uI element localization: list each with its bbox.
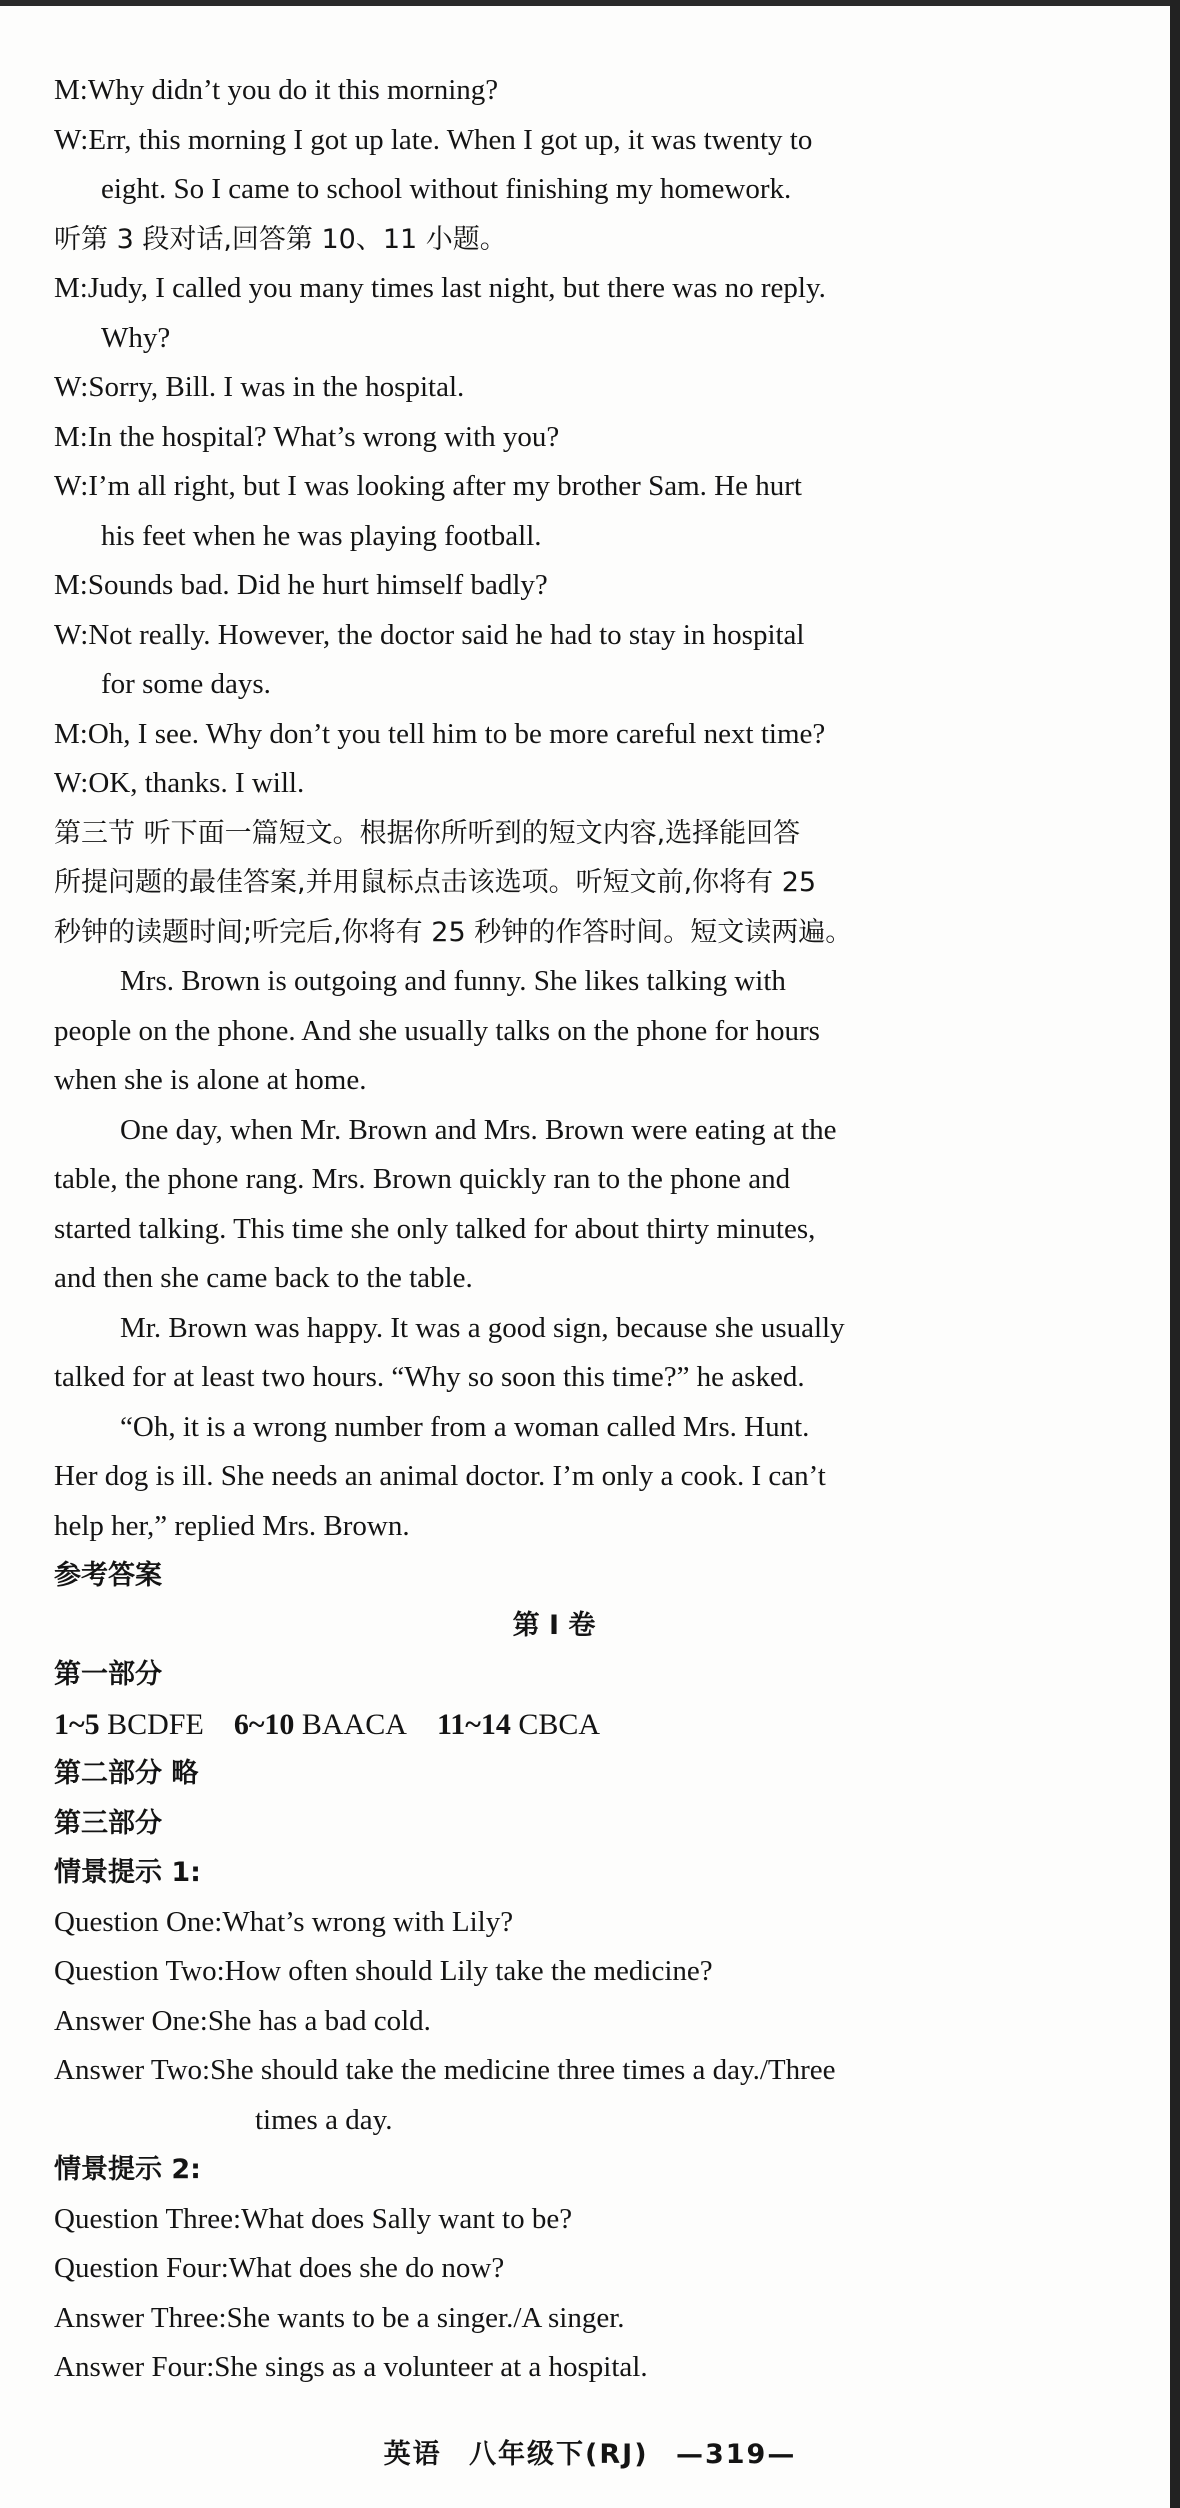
scenario-line: Question Two:How often should Lily take the medicine?: [54, 1955, 713, 1987]
top-border: [0, 0, 1180, 6]
page-content: [54, 66, 1054, 2393]
passage-line: people on the phone. And she usually talks on the phone for hours: [54, 1014, 820, 1047]
volume-title: 第 I 卷: [512, 1609, 596, 1641]
answer-values: CBCA: [518, 1707, 601, 1741]
part3-heading: 第三部分: [54, 1807, 162, 1839]
dialogue-line: M:Sounds bad. Did he hurt himself badly?: [54, 569, 548, 601]
dialogue-line: eight. So I came to school without finishing my homework.: [101, 173, 792, 205]
answer-range-label: 1~5: [54, 1707, 100, 1741]
answer-range-label: 6~10: [233, 1707, 295, 1741]
scenario-line: Answer Two:She should take the medicine three times a day./Three: [54, 2054, 836, 2086]
passage-line: and then she came back to the table.: [54, 1262, 473, 1294]
dialogue-line: for some days.: [101, 668, 271, 700]
section-instructions: 秒钟的读题时间;听完后,你将有 25 秒钟的作答时间。短文读两遍。: [54, 916, 853, 948]
dialogue-line: M:Oh, I see. Why don’t you tell him to be more careful next time?: [54, 717, 826, 750]
passage-line: table, the phone rang. Mrs. Brown quickly ran to the phone and: [54, 1163, 791, 1195]
scenario-line: times a day.: [255, 2103, 393, 2136]
dialogue-line: M:Why didn’t you do it this morning?: [54, 74, 499, 106]
dialogue-line: W:I’m all right, but I was looking after my brother Sam. He hurt: [54, 470, 802, 502]
scenario-line: Question One:What’s wrong with Lily?: [54, 1905, 514, 1938]
answer-values: BAACA: [301, 1707, 407, 1741]
passage-line: help her,” replied Mrs. Brown.: [54, 1509, 410, 1542]
part1-heading: 第一部分: [54, 1659, 162, 1690]
scenario-title: 情景提示 1:: [54, 1857, 201, 1888]
passage-line: Mr. Brown was happy. It was a good sign, because she usually: [120, 1311, 845, 1344]
section-note: 听第 3 段对话,回答第 10、11 小题。: [54, 223, 507, 255]
dialogue-line: W:Not really. However, the doctor said he had to stay in hospital: [54, 618, 805, 651]
answers-heading: 参考答案: [54, 1560, 162, 1591]
scenario-line: Answer One:She has a bad cold.: [54, 2004, 431, 2037]
scenario-line: Question Four:What does she do now?: [54, 2252, 505, 2284]
dialogue-line: his feet when he was playing football.: [101, 519, 542, 552]
section-instructions: 第三节 听下面一篇短文。根据你所听到的短文内容,选择能回答: [54, 817, 801, 849]
passage-line: when she is alone at home.: [54, 1064, 367, 1096]
scenario-line: Answer Three:She wants to be a singer./A singer.: [54, 2301, 625, 2334]
part1-answers: [54, 1700, 1054, 1750]
page-footer: [0, 2432, 1180, 2471]
part2-heading: 第二部分 略: [54, 1758, 199, 1789]
answer-range-label: 11~14: [436, 1707, 511, 1741]
passage-line: started talking. This time she only talked for about thirty minutes,: [54, 1212, 816, 1245]
footer-grade: 八年级下(RJ): [469, 2439, 649, 2470]
passage-line: One day, when Mr. Brown and Mrs. Brown were eating at the: [120, 1113, 837, 1146]
passage-line: talked for at least two hours. “Why so soon this time?” he asked.: [54, 1361, 805, 1393]
dialogue-line: Why?: [101, 321, 171, 354]
footer-subject: 英语: [383, 2439, 442, 2470]
dialogue-line: W:Sorry, Bill. I was in the hospital.: [54, 371, 465, 403]
section-instructions: 所提问题的最佳答案,并用鼠标点击该选项。听短文前,你将有 25: [54, 867, 817, 898]
answer-values: BCDFE: [107, 1707, 204, 1741]
scenario-line: Question Three:What does Sally want to be?: [54, 2202, 573, 2235]
dialogue-line: W:Err, this morning I got up late. When I got up, it was twenty to: [54, 123, 813, 156]
passage-line: “Oh, it is a wrong number from a woman called Mrs. Hunt.: [120, 1410, 810, 1443]
scenario-line: Answer Four:She sings as a volunteer at a hospital.: [54, 2351, 648, 2383]
right-border: [1170, 0, 1180, 2508]
dialogue-line: M:In the hospital? What’s wrong with you?: [54, 420, 560, 453]
passage-line: Her dog is ill. She needs an animal doctor. I’m only a cook. I can’t: [54, 1460, 826, 1492]
dialogue-line: M:Judy, I called you many times last night, but there was no reply.: [54, 272, 826, 304]
dialogue-line: W:OK, thanks. I will.: [54, 767, 305, 799]
page-number: —319—: [675, 2439, 797, 2470]
scenario-title: 情景提示 2:: [54, 2154, 201, 2185]
passage-line: Mrs. Brown is outgoing and funny. She likes talking with: [120, 965, 786, 997]
